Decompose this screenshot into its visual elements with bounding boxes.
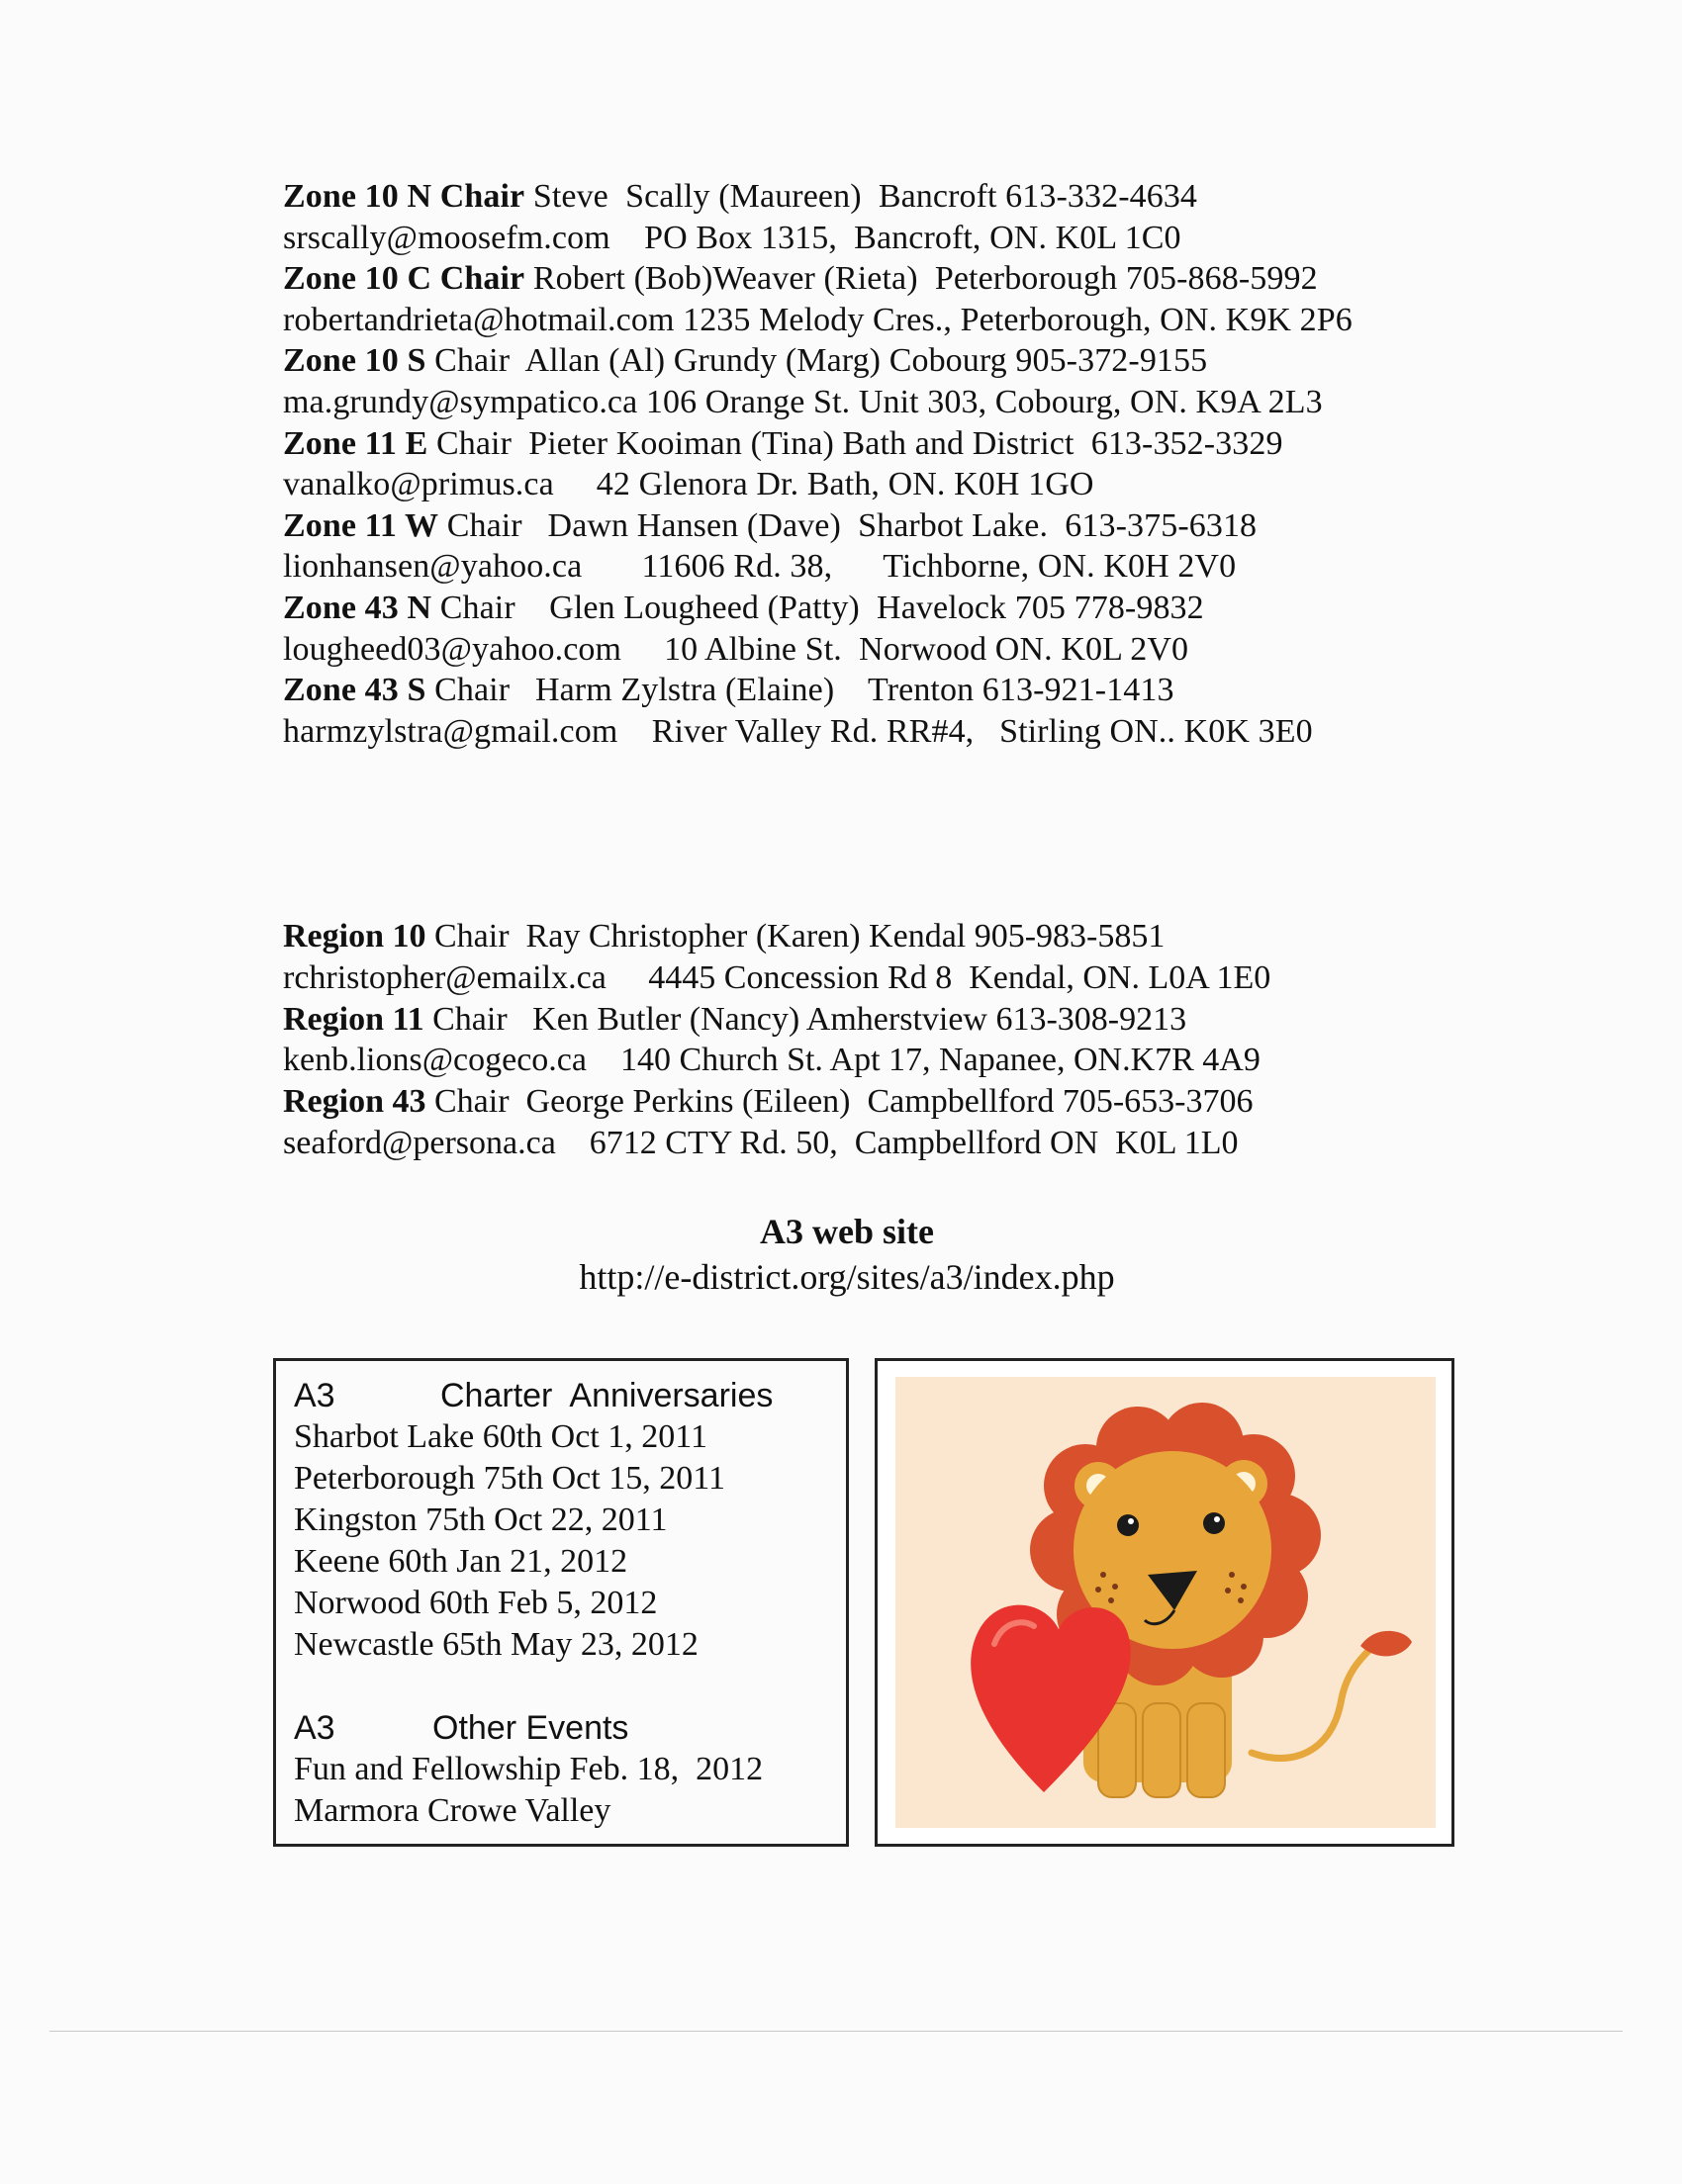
event-item: Marmora Crowe Valley [294, 1792, 611, 1829]
anniversary-item: Newcastle 65th May 23, 2012 [294, 1626, 699, 1663]
lion-leg-mid [1143, 1703, 1180, 1797]
anniversary-item: Peterborough 75th Oct 15, 2011 [294, 1460, 725, 1497]
section-spacer [294, 1666, 846, 1707]
other-events-header-title: Other Events [432, 1709, 629, 1747]
website-url[interactable]: http://e-district.org/sites/a3/index.php [579, 1257, 1115, 1297]
zone-entry [283, 423, 1470, 505]
zone-contact-address: robertandrieta@hotmail.com 1235 Melody Cres., Peterborough, ON. K9K 2P6 [283, 301, 1353, 338]
region-contact-address: seaford@persona.ca 6712 CTY Rd. 50, Campbellford ON K0L 1L0 [283, 1124, 1239, 1161]
zone-label-suffix: Chair [431, 589, 515, 626]
lion-with-heart-icon [895, 1377, 1436, 1828]
zone-entry [283, 258, 1470, 340]
zone-label-suffix: Chair [425, 342, 511, 380]
region-chair-details: Ray Christopher (Karen) Kendal 905-983-5851 [509, 918, 1166, 955]
anniversaries-header-title: Charter Anniversaries [440, 1377, 774, 1414]
region-label: Region 10 [283, 918, 426, 955]
events-box [273, 1358, 849, 1847]
zone-contact-address: srscally@moosefm.com PO Box 1315, Bancroft, ON. K0L 1C0 [283, 219, 1181, 256]
zone-label: Zone 43 N [283, 589, 432, 626]
other-events-header [294, 1707, 846, 1749]
website-section [283, 1209, 1411, 1300]
zone-chair-details: Steve Scally (Maureen) Bancroft 613-332-4634 [524, 178, 1198, 215]
region-label-suffix: Chair [423, 1000, 508, 1038]
lion-eye-right-shine [1214, 1516, 1220, 1522]
lion-leg-right [1187, 1703, 1225, 1797]
zone-label-suffix: Chair [438, 506, 522, 544]
zone-contact-address: lionhansen@yahoo.ca 11606 Rd. 38, Tichborne, ON. K0H 2V0 [283, 548, 1237, 586]
region-entry [283, 916, 1470, 999]
lion-eye-left-shine [1128, 1518, 1134, 1524]
anniversary-item: Kingston 75th Oct 22, 2011 [294, 1502, 668, 1538]
region-entry [283, 999, 1470, 1082]
zone-entry [283, 588, 1470, 670]
lion-eye-left [1117, 1514, 1139, 1536]
page-divider [49, 2031, 1623, 2032]
region-chair-details: George Perkins (Eileen) Campbellford 705-653-3706 [509, 1083, 1254, 1121]
zone-label: Zone 11 E [283, 424, 428, 462]
lion-illustration-frame [875, 1358, 1454, 1847]
event-item: Fun and Fellowship Feb. 18, 2012 [294, 1751, 764, 1787]
zone-label: Zone 10 N Chair [283, 178, 525, 215]
zone-label-suffix: Chair [425, 672, 511, 709]
anniversary-item: Norwood 60th Feb 5, 2012 [294, 1585, 658, 1621]
region-label: Region 43 [283, 1083, 426, 1121]
zone-entry [283, 340, 1470, 422]
region-contact-address: kenb.lions@cogeco.ca 140 Church St. Apt 17, Napanee, ON.K7R 4A9 [283, 1042, 1261, 1079]
zone-label-suffix: Chair [427, 424, 513, 462]
zone-contact-address: harmzylstra@gmail.com River Valley Rd. RR#4, Stirling ON.. K0K 3E0 [283, 712, 1313, 750]
anniversaries-header [294, 1375, 846, 1416]
zone-chair-details: Harm Zylstra (Elaine) Trenton 613-921-1413 [510, 672, 1174, 709]
region-chair-details: Ken Butler (Nancy) Amherstview 613-308-9213 [507, 1000, 1187, 1038]
region-contact-address: rchristopher@emailx.ca 4445 Concession Rd 8 Kendal, ON. L0A 1E0 [283, 958, 1271, 996]
zone-contact-address: lougheed03@yahoo.com 10 Albine St. Norwood ON. K0L 2V0 [283, 630, 1189, 668]
zone-label: Zone 11 W [283, 506, 439, 544]
zone-label: Zone 43 S [283, 672, 426, 709]
lion-eye-right [1203, 1512, 1225, 1534]
zone-entry [283, 505, 1470, 588]
zone-contact-address: vanalko@primus.ca 42 Glenora Dr. Bath, ON. K0H 1GO [283, 466, 1094, 503]
zone-chair-details: Allan (Al) Grundy (Marg) Cobourg 905-372-9155 [510, 342, 1208, 380]
zone-label: Zone 10 S [283, 342, 426, 380]
region-chairs-list [283, 916, 1470, 1164]
zone-entry [283, 670, 1470, 752]
zone-entry [283, 176, 1470, 258]
anniversary-item: Keene 60th Jan 21, 2012 [294, 1543, 628, 1580]
zone-contact-address: ma.grundy@sympatico.ca 106 Orange St. Unit 303, Cobourg, ON. K9A 2L3 [283, 383, 1323, 420]
zone-chair-details: Dawn Hansen (Dave) Sharbot Lake. 613-375-6318 [521, 506, 1258, 544]
zone-chair-details: Glen Lougheed (Patty) Havelock 705 778-9832 [514, 589, 1204, 626]
zone-chair-details: Pieter Kooiman (Tina) Bath and District 613-352-3329 [512, 424, 1283, 462]
website-heading: A3 web site [760, 1212, 934, 1251]
anniversary-item: Sharbot Lake 60th Oct 1, 2011 [294, 1418, 707, 1455]
anniversaries-header-code: A3 [294, 1377, 335, 1414]
region-label-suffix: Chair [425, 918, 510, 955]
region-label: Region 11 [283, 1000, 424, 1038]
zone-label: Zone 10 C Chair [283, 260, 525, 298]
region-entry [283, 1081, 1470, 1164]
zone-chairs-list [283, 176, 1470, 752]
region-label-suffix: Chair [425, 1083, 510, 1121]
zone-chair-details: Robert (Bob)Weaver (Rieta) Peterborough 705-868-5992 [524, 260, 1318, 298]
other-events-header-code: A3 [294, 1709, 335, 1747]
